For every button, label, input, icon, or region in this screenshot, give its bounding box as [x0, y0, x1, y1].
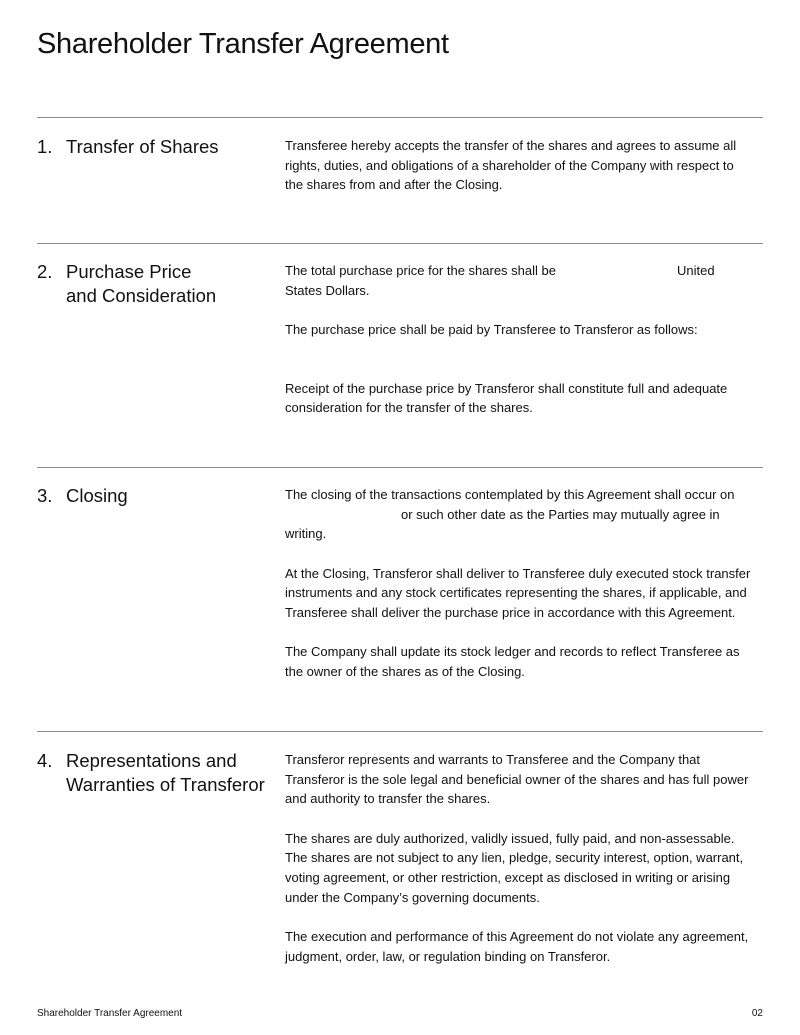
section-number: 3. — [37, 485, 53, 506]
section-title-line: Purchase Price — [66, 261, 192, 282]
paragraph — [285, 320, 765, 340]
footer-document-title: Shareholder Transfer Agreement — [37, 1008, 183, 1019]
section-number: 1. — [37, 136, 53, 157]
text-line: instruments and any stock certificates representing the shares, if applicable, and — [285, 585, 747, 601]
text-line: The shares are duly authorized, validly issued, fully paid, and non-assessable. — [285, 830, 735, 846]
divider — [37, 731, 763, 732]
section-title-line: and Consideration — [66, 285, 217, 306]
section-title-line: Transfer of Shares — [66, 136, 219, 157]
text-line: under the Company’s governing documents. — [285, 889, 540, 905]
text-line: The shares are not subject to any lien, pledge, security interest, option, warrant, — [285, 850, 744, 866]
section-title-line: Warranties of Transferor — [66, 774, 265, 795]
section-body — [285, 485, 765, 701]
paragraph — [285, 136, 765, 195]
text-line: Transferor represents and warrants to Transferee and the Company that — [285, 752, 701, 767]
text-line: and authority to transfer the shares. — [285, 791, 491, 807]
text-line: The execution and performance of this Agreement do not violate any agreement, — [285, 928, 749, 944]
text-line: Transferee shall deliver the purchase price in accordance with this Agreement. — [285, 605, 736, 621]
paragraph — [285, 829, 765, 908]
text-line: the owner of the shares as of the Closing. — [285, 663, 525, 679]
section-body — [285, 261, 765, 438]
text-line — [285, 261, 765, 281]
text-line: judgment, order, law, or regulation binding on Transferor. — [285, 948, 611, 964]
text-line: The Company shall update its stock ledger and records to reflect Transferee as — [285, 644, 740, 660]
section-body — [285, 136, 765, 215]
price-text: The total purchase price for the shares shall be — [285, 263, 556, 278]
paragraph — [285, 642, 765, 681]
text-line: States Dollars. — [285, 282, 370, 298]
text-line: At the Closing, Transferor shall deliver to Transferee duly executed stock transfer — [285, 565, 751, 581]
section-number: 2. — [37, 261, 53, 282]
section-number: 4. — [37, 750, 53, 771]
paragraph — [285, 927, 765, 966]
text-line: Transferor is the sole legal and beneficial owner of the shares and has full power — [285, 771, 749, 787]
paragraph — [285, 564, 765, 623]
text-line: The purchase price shall be paid by Transferee to Transferor as follows: — [285, 321, 698, 337]
section-title-line: Representations and — [66, 750, 237, 771]
divider — [37, 467, 763, 468]
text-line: Receipt of the purchase price by Transferor shall constitute full and adequate — [285, 380, 728, 396]
text-line: consideration for the transfer of the shares. — [285, 400, 533, 416]
section-title — [66, 135, 266, 159]
paragraph — [285, 750, 765, 809]
closing-text: or such other date as the Parties may mutually agree in — [401, 506, 720, 522]
text-line: Transferee hereby accepts the transfer of the shares and agrees to assume all — [285, 138, 737, 153]
section-title-line: Closing — [66, 485, 128, 506]
currency-text: United — [676, 263, 715, 278]
divider — [37, 243, 763, 244]
page-number: 02 — [751, 1008, 763, 1019]
paragraph — [285, 261, 765, 300]
paragraph — [285, 379, 765, 418]
text-line: rights, duties, and obligations of a shareholder of the Company with respect to — [285, 157, 734, 173]
section-title — [66, 484, 266, 508]
text-line: voting agreement, or other restriction, except as disclosed in writing or arising — [285, 870, 731, 886]
text-line — [285, 505, 765, 525]
section-title — [66, 260, 266, 308]
text-line: writing. — [285, 526, 327, 542]
document-title: Shareholder Transfer Agreement — [37, 28, 449, 60]
text-line: The closing of the transactions contemplated by this Agreement shall occur on — [285, 487, 735, 502]
text-line: the shares from and after the Closing. — [285, 177, 503, 193]
section-title — [66, 749, 266, 797]
paragraph — [285, 485, 765, 544]
section-body — [285, 750, 765, 986]
divider — [37, 117, 763, 118]
